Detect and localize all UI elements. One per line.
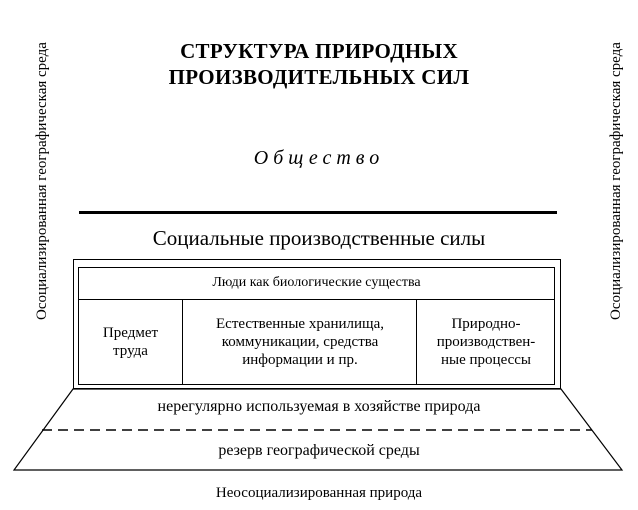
society-label: Общество — [253, 147, 385, 169]
cell-3-line-2: производствен- — [436, 334, 536, 350]
cell-2-line-1: Естественные хранилища, — [216, 316, 384, 332]
cell-2-line-3: информации и пр. — [242, 352, 358, 368]
people-header: Люди как биологические существа — [212, 275, 421, 290]
reserve-label: резерв географической среды — [218, 442, 420, 459]
irregular-nature-label: нерегулярно используемая в хозяйстве природа — [157, 398, 481, 415]
cell-2-line-2: коммуникации, средства — [221, 334, 379, 350]
cell-3-line-1: Природно- — [451, 316, 521, 332]
social-forces-label: Социальные производственные силы — [152, 226, 486, 250]
cell-1-line-1: Предмет — [102, 325, 159, 341]
title-line-1: СТРУКТУРА ПРИРОДНЫХ — [180, 39, 458, 63]
unsocialized-nature-label: Неосоциализированная природа — [215, 485, 423, 501]
side-label-right: Осоциализированная географическая среда — [608, 42, 624, 320]
side-label-left: Осоциализированная географическая среда — [34, 42, 50, 320]
title-line-2: ПРОИЗВОДИТЕЛЬНЫХ СИЛ — [168, 65, 470, 89]
cell-1-line-2: труда — [113, 343, 148, 359]
cell-3-line-3: ные процессы — [441, 352, 531, 368]
